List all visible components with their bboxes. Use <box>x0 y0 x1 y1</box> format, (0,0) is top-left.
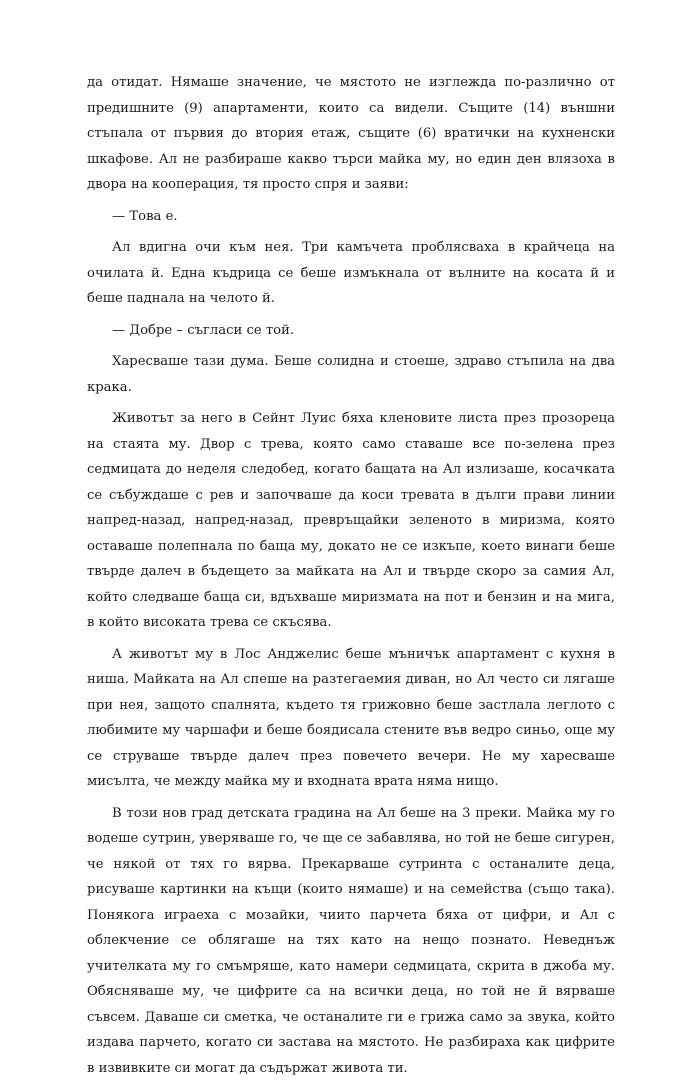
paragraph: да отидат. Нямаше значение, че мястото не изглежда по-различно от предишните (9) апартаменти, които са видели. Същите (14) външни стъпала от първия до втория етаж, същите (6) вратички на кухненски шкафове. Ал не разбираше какво търси майка му, но един ден влязоха в двора на кооперация, тя просто спря и заяви: <box>87 75 615 192</box>
paragraph: Животът за него в Сейнт Луис бяха кленовите листа през прозореца на стаята му. Двор с трева, която само ставаше все по-зелена през седмицата до неделя следобед, когато бащата на Ал излизаше, косачката се събуждаше с рев и започваше да коси тревата в дълги прави линии напред-назад, напред-назад, превръщайки зеленото в миризма, която оставаше полепнала по баща му, докато не се изкъпе, което винаги беше твърде далеч в бъдещето за майката на Ал и твърде скоро за самия Ал, който следваше баща си, вдъхваше миризмата на пот и бензин и на мига, в който високата трева се скъсява. <box>87 411 615 630</box>
body-text <box>87 70 615 1087</box>
paragraph: Харесваше тази дума. Беше солидна и стоеше, здраво стъпила на два крака. <box>87 354 615 395</box>
paragraph: Ал вдигна очи към нея. Три камъчета проблясваха в крайчеца на очилата й. Една къдрица се беше измъкнала от вълните на косата й и беше паднала на челото й. <box>87 240 615 306</box>
dialogue-line: — Това е. <box>112 208 178 224</box>
dialogue-line: — Добре – съгласи се той. <box>112 322 295 338</box>
paragraph: А животът му в Лос Анджелис беше мъничък апартамент с кухня в ниша. Майката на Ал спеше на разтегаемия диван, но Ал често си лягаше при нея, защото спалнята, където тя грижовно беше застлала леглото с любимите му чаршафи и беше боядисала стените във ведро синьо, още му се струваше твърде далеч през повечето вечери. Не му харесваше мисълта, че между майка му и входната врата няма нищо. <box>87 646 615 789</box>
paragraph: В този нов град детската градина на Ал беше на 3 преки. Майка му го водеше сутрин, уверяваше го, че ще се забавлява, но той не беше сигурен, че някой от тях го вярва. Прекарваше сутринта с останалите деца, рисуваше картинки на къщи (които нямаше) и на семейства (също така). Понякога играеха с мозайки, чиито парчета бяха от цифри, и Ал с облекчение се облягаше на тях като на нещо познато. Неведнъж учителката му го смъмряше, като намери седмицата, скрита в джоба му. Обясняваше му, че цифрите са на всички деца, но той не й вярваше съвсем. Даваше си сметка, че останалите ги е грижа само за звука, който издава парчето, когато си застава на мястото. Не разбираха как цифрите в извивките си могат да съдържат живота ти. <box>87 805 615 1076</box>
